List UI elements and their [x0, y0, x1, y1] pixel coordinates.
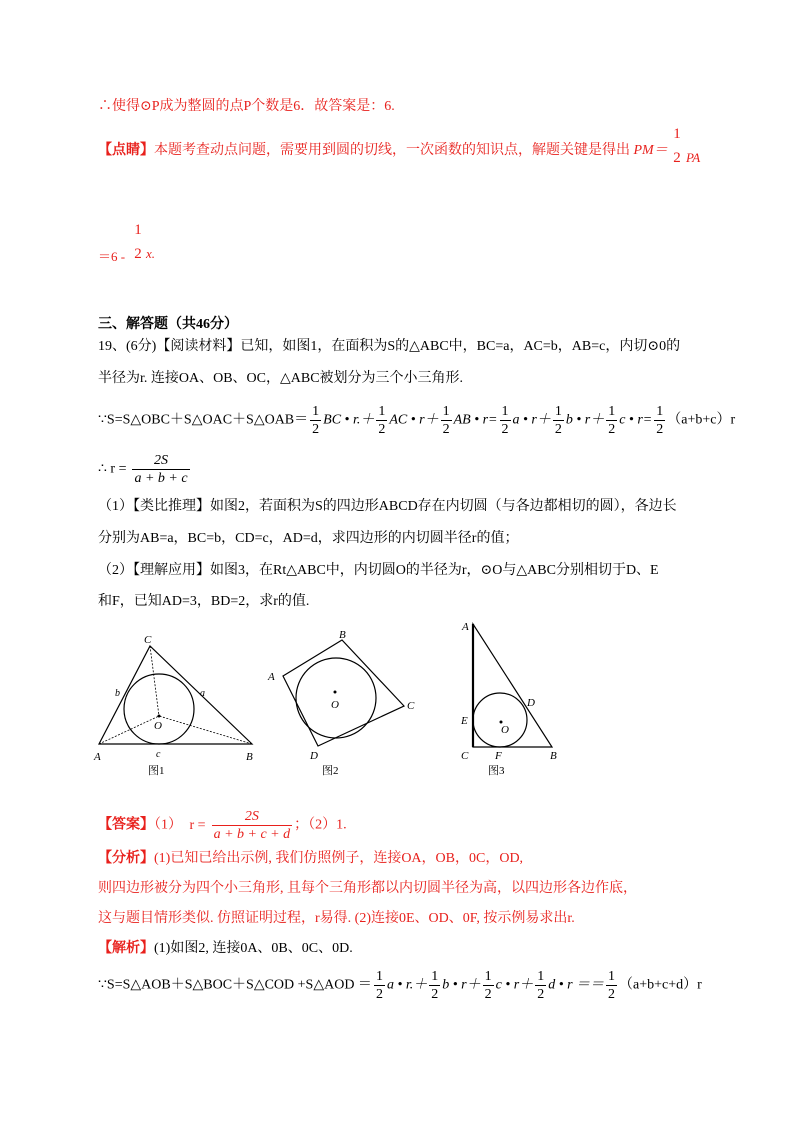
half-num: 1: [608, 404, 616, 419]
half-num: 1: [537, 969, 545, 984]
fig2-label-c: C: [407, 700, 415, 712]
half-den: 2: [312, 422, 320, 437]
solution-text-1: (1)如图2, 连接0A、0B、0C、0D.: [154, 941, 353, 956]
fig2-label-a: A: [268, 671, 275, 683]
r-prefix: ∴ r =: [98, 461, 127, 477]
fig1-incircle: [124, 674, 194, 744]
fig1-label-b: B: [246, 751, 253, 763]
dianjing-frac-num: 1: [673, 126, 681, 142]
eq-fraction: [130, 220, 146, 264]
dianjing-pm: PM＝: [633, 143, 668, 158]
q19-area-formula: [98, 403, 735, 438]
q19-part2-line-1: （2）【理解应用】如图3，在Rt△ABC中，内切圆O的半径为r，⊙O与△ABC分别相切于D、E: [98, 563, 659, 578]
half-num: 1: [608, 969, 616, 984]
fig3-label-f: F: [495, 750, 502, 762]
eq-suffix: x.: [146, 246, 156, 261]
answer-part2: ；（2）1.: [294, 817, 347, 833]
q19-part1-line-2: 分别为AB=a，BC=b，CD=c，AD=d，求四边形的内切圆半径r的值；: [98, 531, 519, 546]
half-den: 2: [378, 422, 386, 437]
solution-area-formula: [98, 968, 702, 1003]
fig1-label-side-a: a: [200, 688, 205, 699]
r-den: a + b + c: [134, 471, 188, 486]
half-num: 1: [656, 404, 664, 419]
fig2-label-d: D: [310, 750, 318, 762]
fig3-label-e: E: [461, 715, 468, 727]
eq-frac-num: 1: [134, 222, 142, 238]
fig1-label-o: O: [154, 720, 162, 732]
answer-tag: 【答案】: [98, 817, 154, 833]
r-num: 2S: [132, 452, 189, 470]
half-den: 2: [554, 422, 562, 437]
solution-term-5: （a+b+c+d）r: [619, 977, 702, 993]
half-den: 2: [608, 987, 616, 1002]
half-den: 2: [537, 987, 545, 1002]
half-den: 2: [375, 987, 383, 1002]
half-num: 1: [442, 404, 450, 419]
half-den: 2: [484, 987, 492, 1002]
area-term-5: b • r＋: [565, 412, 605, 428]
answer-part1: （1）: [154, 817, 182, 833]
solution-line-1: [98, 940, 353, 958]
fig3-label-d: D: [527, 697, 535, 709]
fig3-label-a: A: [462, 621, 469, 633]
fig3-label-o: O: [501, 724, 509, 736]
fig1-caption: 图1: [148, 765, 165, 777]
dianjing-text: 本题考查动点问题，需要用到圆的切线，一次函数的知识点，解题关键是得出: [154, 143, 630, 158]
analysis-line-2: 则四边形被分为四个小三角形, 且每个三角形都以内切圆半径为高，以四边形各边作底，: [98, 881, 637, 896]
solution-tag: 【解析】: [98, 941, 154, 956]
fig2-quadrilateral: [283, 640, 404, 746]
q19-line-2: 半径为r. 连接OA、OB、OC，△ABC被划分为三个小三角形.: [98, 371, 464, 386]
dianjing-tag: 【点睛】: [98, 143, 154, 158]
half-den: 2: [608, 422, 616, 437]
answer-num: 2S: [212, 808, 293, 826]
dianjing-frac-den: 2: [673, 150, 681, 166]
fig3-caption: 图3: [488, 765, 505, 777]
half-den: 2: [656, 422, 664, 437]
solution-term-1: a • r.＋: [386, 977, 428, 993]
fig1-label-side-c: c: [156, 749, 161, 760]
area-term-4: a • r＋: [512, 412, 551, 428]
half-num: 1: [484, 969, 492, 984]
fig2-caption: 图2: [322, 765, 339, 777]
analysis-line-1: [98, 850, 523, 868]
area-term-2: AC • r＋: [389, 412, 439, 428]
area-term-7: （a+b+c）r: [667, 412, 736, 428]
solution-area-prefix: ∵S=S△AOB＋S△BOC＋S△COD +S△AOD ＝: [98, 977, 372, 993]
fig1-oc: [150, 646, 159, 716]
figure-1: [92, 632, 262, 780]
conclusion-line: ∴使得⊙P成为整圆的点P个数是6．故答案是：6.: [98, 99, 395, 114]
half-num: 1: [378, 404, 386, 419]
eq-frac-den: 2: [134, 246, 142, 262]
fig1-oa: [99, 716, 159, 744]
dianjing-pa: PA: [686, 150, 701, 165]
area-term-6: c • r=: [619, 412, 653, 428]
half-num: 1: [431, 969, 439, 984]
area-prefix: ∵S=S△OBC＋S△OAC＋S△OAB＝: [98, 412, 309, 428]
fig2-label-o: O: [331, 699, 339, 711]
dianjing-line: [98, 142, 668, 160]
solution-term-4: d • r ＝＝: [548, 977, 605, 993]
fig1-center-dot: [158, 715, 161, 718]
section-title: 三、解答题（共46分）: [98, 317, 238, 332]
analysis-tag: 【分析】: [98, 851, 154, 866]
figure-2: [262, 628, 422, 780]
half-num: 1: [312, 404, 320, 419]
analysis-text-1: (1)已知已给出示例, 我们仿照例子，连接OA，OB，0C，OD,: [154, 851, 524, 866]
fig3-label-c: C: [461, 750, 469, 762]
fig3-label-b: B: [550, 750, 557, 762]
dianjing-fraction: [669, 124, 685, 168]
fig2-incircle: [296, 658, 376, 738]
area-term-3: AB • r=: [453, 412, 498, 428]
half-den: 2: [501, 422, 509, 437]
half-num: 1: [375, 969, 383, 984]
area-term-1: BC • r.＋: [323, 412, 375, 428]
answer-den: a + b + c + d: [213, 827, 291, 842]
q19-part2-line-2: 和F，已知AD=3，BD=2，求r的值.: [98, 594, 310, 609]
fig1-label-side-b: b: [115, 688, 120, 699]
analysis-line-3: 这与题目情形类似. 仿照证明过程，r易得. (2)连接0E、OD、0F, 按示例易求出r.: [98, 911, 575, 926]
half-num: 1: [501, 404, 509, 419]
half-num: 1: [554, 404, 562, 419]
fig3-triangle: [473, 624, 552, 747]
q19-part1-line-1: （1）【类比推理】如图2，若面积为S的四边形ABCD存在内切圆（与各边都相切的圆），各边长: [98, 499, 677, 514]
q19-r-formula: [98, 452, 192, 487]
fig2-label-b: B: [339, 629, 346, 641]
half-den: 2: [442, 422, 450, 437]
solution-term-3: c • r＋: [495, 977, 534, 993]
fig1-triangle: [99, 646, 252, 744]
fig3-incircle: [473, 693, 527, 747]
q19-line-1: 19、(6分)【阅读材料】已知，如图1，在面积为S的△ABC中，BC=a，AC=b，AB=c，内切⊙0的: [98, 339, 681, 354]
eq-prefix: ＝6 -: [98, 249, 126, 264]
solution-term-2: b • r＋: [442, 977, 481, 993]
answer-line: [98, 808, 347, 843]
figure-3: [450, 612, 570, 782]
half-den: 2: [431, 987, 439, 1002]
fig2-center-dot: [334, 691, 337, 694]
fig1-label-c: C: [144, 634, 152, 646]
answer-r: r =: [189, 817, 206, 833]
fig1-label-a: A: [94, 751, 101, 763]
